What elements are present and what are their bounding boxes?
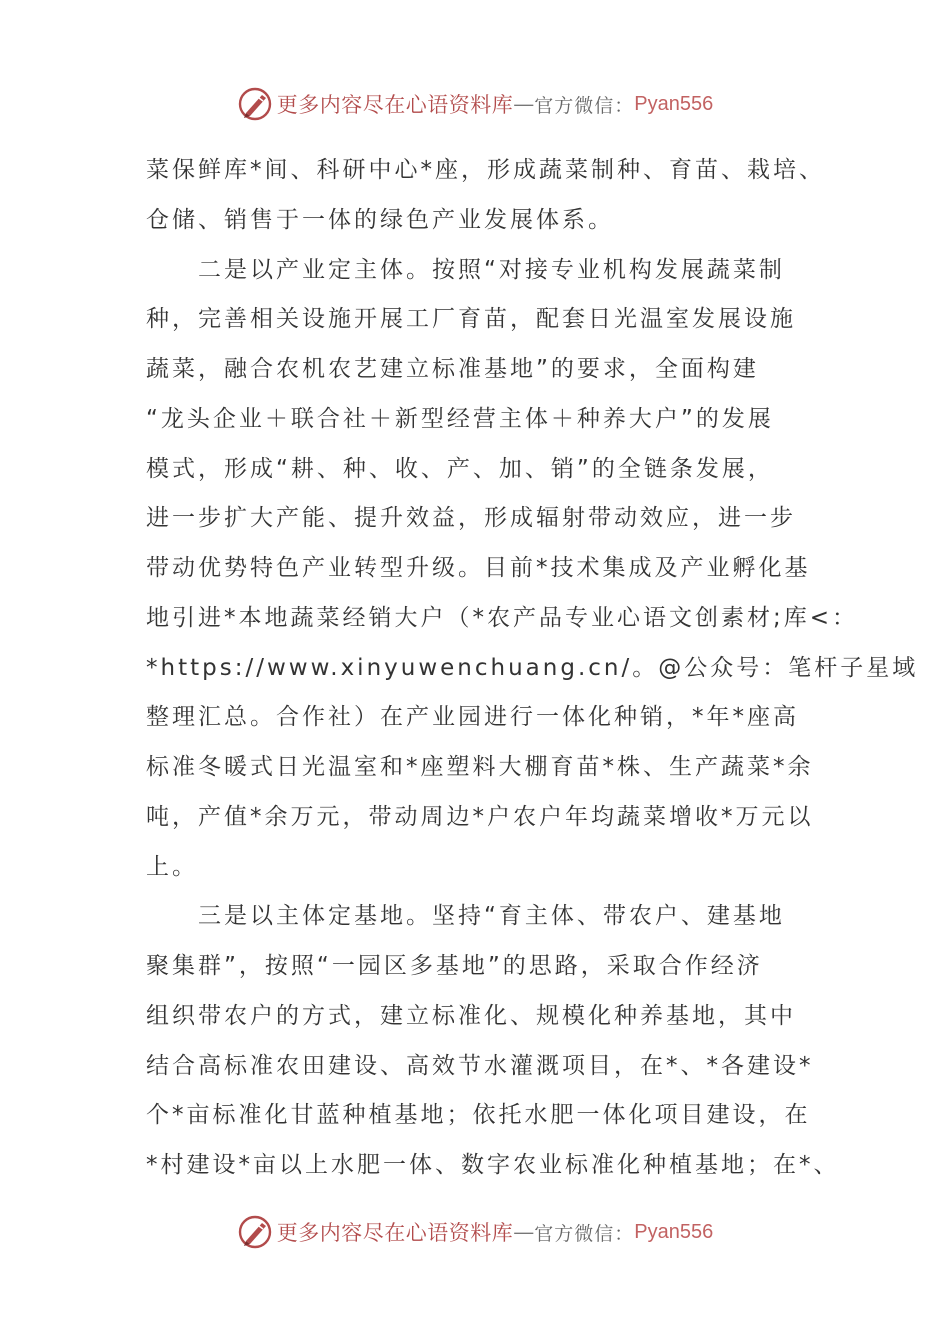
text-line: *村建设*亩以上水肥一体、数字农业标准化种植基地；在*、	[146, 1152, 840, 1178]
pen-circle-logo-icon	[237, 86, 273, 122]
text-line: 个*亩标准化甘蓝种植基地；依托水肥一体化项目建设，在	[146, 1102, 811, 1129]
text-line: 菜保鲜库*间、科研中心*座，形成蔬菜制种、育苗、栽培、	[146, 157, 825, 183]
document-body	[146, 146, 919, 1191]
watermark-wechat-label: 官方微信：	[534, 94, 635, 117]
text-line: 上。	[146, 853, 198, 880]
text-line: 整理汇总。合作社）在产业园进行一体化种销，*年*座高	[146, 704, 799, 731]
text-line: “龙头企业＋联合社＋新型经营主体＋种养大户”的发展	[146, 405, 774, 432]
text-line: 种，完善相关设施开展工厂育苗，配套日光温室发展设施	[146, 306, 796, 333]
text-line: 带动优势特色产业转型升级。目前*技术集成及产业孵化基	[146, 555, 811, 581]
watermark-wechat-label: 官方微信：	[534, 1222, 635, 1245]
pen-circle-logo-icon	[237, 1214, 273, 1250]
text-line: *https://www.xinyuwenchuang.cn/。@公众号：笔杆子星域	[146, 654, 919, 681]
text-line: 蔬菜，融合农机农艺建立标准基地”的要求，全面构建	[146, 356, 759, 382]
watermark-wechat-id: Pyan556	[634, 1220, 714, 1243]
text-line: 吨，产值*余万元，带动周边*户农户年均蔬菜增收*万元以	[146, 803, 814, 830]
watermark-separator: —	[513, 1220, 535, 1244]
text-line: 模式，形成“耕、种、收、产、加、销”的全链条发展，	[146, 455, 774, 482]
watermark-main-text: 更多内容尽在心语资料库	[276, 93, 514, 117]
text-line: 组织带农户的方式，建立标准化、规模化种养基地，其中	[146, 1002, 796, 1029]
watermark-main-text: 更多内容尽在心语资料库	[276, 1221, 514, 1245]
paragraph-start-line: 二是以产业定主体。按照“对接专业机构发展蔬菜制	[198, 256, 785, 283]
watermark-separator: —	[513, 92, 535, 116]
text-line: 进一步扩大产能、提升效益，形成辐射带动效应，进一步	[146, 505, 796, 532]
watermark-wechat-id: Pyan556	[634, 92, 714, 115]
text-line: 结合高标准农田建设、高效节水灌溉项目，在*、*各建设*	[146, 1052, 814, 1079]
text-line: 地引进*本地蔬菜经销大户（*农产品专业心语文创素材;库<：	[146, 604, 859, 631]
text-line: 标准冬暖式日光温室和*座塑料大棚育苗*株、生产蔬菜*余	[146, 754, 814, 780]
watermark-banner-bottom	[0, 1212, 950, 1252]
paragraph-start-line: 三是以主体定基地。坚持“育主体、带农户、建基地	[198, 903, 785, 930]
text-line: 仓储、销售于一体的绿色产业发展体系。	[146, 206, 614, 233]
watermark-banner-top	[0, 84, 950, 124]
text-line: 聚集群”，按照“一园区多基地”的思路，采取合作经济	[146, 953, 763, 979]
